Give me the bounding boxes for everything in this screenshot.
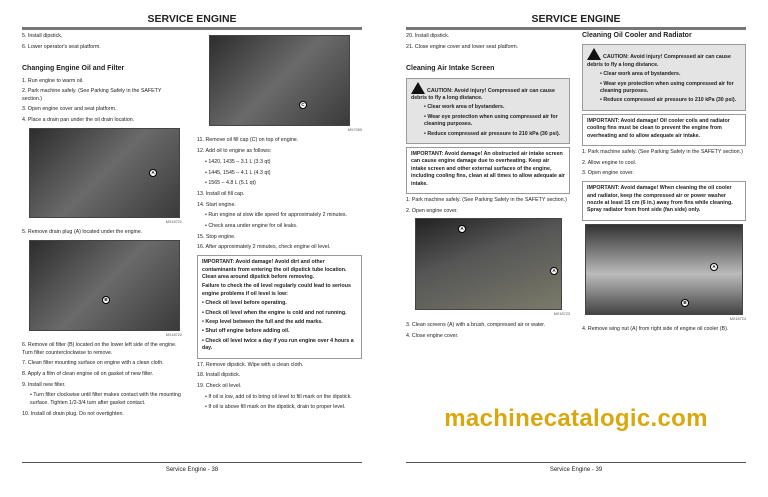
callout-label: B [681, 299, 689, 307]
photo-caption: MX18722 [165, 332, 182, 337]
step: 6. Lower operator's seat platform. [22, 43, 101, 50]
step: 21. Close engine cover and lower seat platform. [406, 43, 519, 50]
bullet: • Run engine at slow idle speed for approximately 2 minutes. [205, 212, 348, 219]
photo-caption: MX18721 [165, 219, 182, 224]
header-rule [406, 27, 746, 30]
important-text: Failure to check the oil level regularly could lead to serious engine problems if oil level is low: [202, 283, 351, 297]
section-heading: Cleaning Air Intake Screen [406, 65, 495, 73]
important-text: • Check oil level before operating. [202, 300, 287, 307]
important-text: • Keep level between the full and the add marks. [202, 318, 323, 325]
step: 4. Place a drain pan under the oil drain location. [22, 117, 135, 124]
step: 8. Apply a film of clean engine oil on gasket of new filter. [22, 371, 154, 378]
step: 10. Install oil drain plug. Do not overtighten. [22, 410, 124, 417]
bullet: • 1445, 1545 – 4.1 L (4.3 qt) [205, 169, 271, 176]
caution-text: • Wear eye protection when using compressed air for cleaning purposes. [424, 113, 558, 128]
bullet: • If oil is above fill mark on the dipstick, drain to proper level. [205, 404, 346, 411]
important-text: • Check oil level twice a day if you run engine over 4 hours a day. [202, 337, 354, 352]
step: 1. Park machine safely. (See Parking Safely in the SAFETY section.) [406, 196, 567, 203]
warning-triangle-icon [587, 48, 601, 60]
left-column-1 [22, 33, 182, 421]
step: 7. Clean filter mounting surface on engine with a clean cloth. [22, 360, 164, 367]
bullet: • Check area under engine for oil leaks. [205, 223, 298, 230]
important-box [582, 114, 746, 146]
step: 15. Stop engine. [197, 233, 236, 240]
step: 2. Allow engine to cool. [582, 159, 637, 166]
caution-text: • Reduce compressed air pressure to 210 kPa (30 psi). [600, 97, 737, 104]
step: 13. Install oil fill cap. [197, 190, 245, 197]
oil-fill-cap-photo [209, 35, 350, 126]
important-text: IMPORTANT: Avoid damage! Avoid dirt and other contaminants from entering the oil dipstick tube location. Clean area around dipstick before removing. [202, 259, 347, 280]
callout-label: B [102, 296, 110, 304]
step: 2. Open engine cover. [406, 207, 458, 214]
step: 3. Open engine cover. [582, 170, 634, 177]
step: 6. Remove oil filter (B) located on the lower left side of the engine. Turn filter counterclockwise to remove. [22, 342, 177, 356]
step: 16. After approximately 2 minutes, check engine oil level. [197, 244, 331, 251]
step: 4. Remove wing nut (A) from right side of engine oil cooler (B). [582, 326, 729, 333]
important-text: • Shut off engine before adding oil. [202, 328, 290, 335]
right-column-2 [582, 32, 746, 337]
step: 20. Install dipstick. [406, 33, 450, 39]
important-box [197, 255, 362, 358]
step: 5. Remove drain plug (A) located under the engine. [22, 229, 143, 236]
important-text: • Check oil level when the engine is cold and not running. [202, 309, 347, 316]
step: 12. Add oil to engine as follows: [197, 148, 272, 155]
step: 3. Clean screens (A) with a brush, compressed air or water. [406, 321, 546, 328]
section-heading: Cleaning Oil Cooler and Radiator [582, 32, 692, 39]
caution-text: • Wear eye protection when using compressed air for cleaning purposes. [600, 80, 734, 95]
bullet: • 1565 – 4.8 L (5.1 qt) [205, 180, 256, 187]
callout-label: C [299, 101, 307, 109]
step: 1. Run engine to warm oil. [22, 77, 84, 84]
oil-filter-photo [29, 240, 180, 331]
caution-text: • Clear work area of bystanders. [600, 71, 681, 78]
callout-label: A [458, 225, 466, 233]
bullet: • If oil is low, add oil to bring oil level to fill mark on the dipstick. [205, 393, 352, 400]
caution-text: CAUTION: Avoid injury! Compressed air can cause debris to fly a long distance. [587, 54, 731, 68]
caution-box [582, 44, 746, 110]
step: 17. Remove dipstick. Wipe with a clean cloth. [197, 361, 304, 368]
step: 5. Install dipstick. [22, 33, 63, 39]
page-footer: Service Engine - 39 [549, 467, 603, 473]
step: 3. Open engine cover and seat platform. [22, 106, 117, 113]
step: 4. Close engine cover. [406, 332, 459, 339]
step: 19. Check oil level. [197, 383, 242, 390]
caution-text: CAUTION: Avoid injury! Compressed air can cause debris to fly a long distance. [411, 87, 555, 101]
caution-text: • Clear work area of bystanders. [424, 104, 505, 111]
callout-label: A [149, 169, 157, 177]
photo-caption: MX18723 [553, 312, 570, 317]
step: 14. Start engine. [197, 201, 236, 208]
callout-label: A [550, 267, 558, 275]
air-intake-screen-photo [415, 218, 562, 310]
header-rule [22, 27, 362, 30]
step: 9. Install new filter. [22, 381, 66, 388]
page-footer: Service Engine - 38 [165, 467, 219, 473]
step: 1. Park machine safely. (See Parking Safely in the SAFETY section.) [582, 149, 743, 156]
footer-rule [22, 462, 362, 463]
bullet: • 1420, 1435 – 3.1 L (3.3 qt) [205, 158, 271, 165]
important-text: IMPORTANT: Avoid damage! An obstructed air intake screen can cause engine damage due to overheating. Keep air intake screen and other external surfaces of the engine, including cooling fins, clean at all times to allow adequate air intake. [411, 150, 565, 187]
caution-box [406, 78, 570, 144]
important-text: IMPORTANT: Avoid damage! Oil cooler coils and radiator cooling fins must be clean to prevent the engine from overheating and to allow adequate air intake. [587, 117, 730, 139]
important-text: IMPORTANT: Avoid damage! When cleaning the oil cooler and radiator, keep the compressed air or power washer nozzle at least 15 cm (6 in.) away from fins while cleaning. Spray radiator from front side (fan side) only. [587, 185, 733, 214]
page-title: SERVICE ENGINE [147, 13, 237, 25]
step: 2. Park machine safely. (See Parking Safely in the SAFETY section.) [22, 88, 162, 102]
oil-cooler-photo [585, 224, 743, 315]
important-box [582, 181, 746, 221]
drain-plug-photo [29, 128, 180, 218]
step: 11. Remove oil fill cap (C) on top of engine. [197, 137, 299, 144]
callout-label: A [710, 263, 718, 271]
caution-text: • Reduce compressed air pressure to 210 kPa (30 psi). [424, 130, 561, 137]
left-column-2 [197, 35, 362, 415]
page-title: SERVICE ENGINE [531, 13, 621, 25]
warning-triangle-icon [411, 82, 425, 94]
footer-rule [406, 462, 746, 463]
bullet: • Turn filter clockwise until filter makes contact with the mounting surface. Tighten 1/2-3/4 turn after gasket contact. [30, 392, 181, 406]
photo-caption: MX7050 [347, 128, 362, 132]
photo-caption: MX18724 [729, 316, 746, 321]
right-column-1 [406, 33, 570, 343]
section-heading: Changing Engine Oil and Filter [22, 65, 125, 73]
important-box [406, 147, 570, 194]
watermark: machinecatalogic.com [444, 405, 708, 432]
step: 18. Install dipstick. [197, 372, 241, 379]
